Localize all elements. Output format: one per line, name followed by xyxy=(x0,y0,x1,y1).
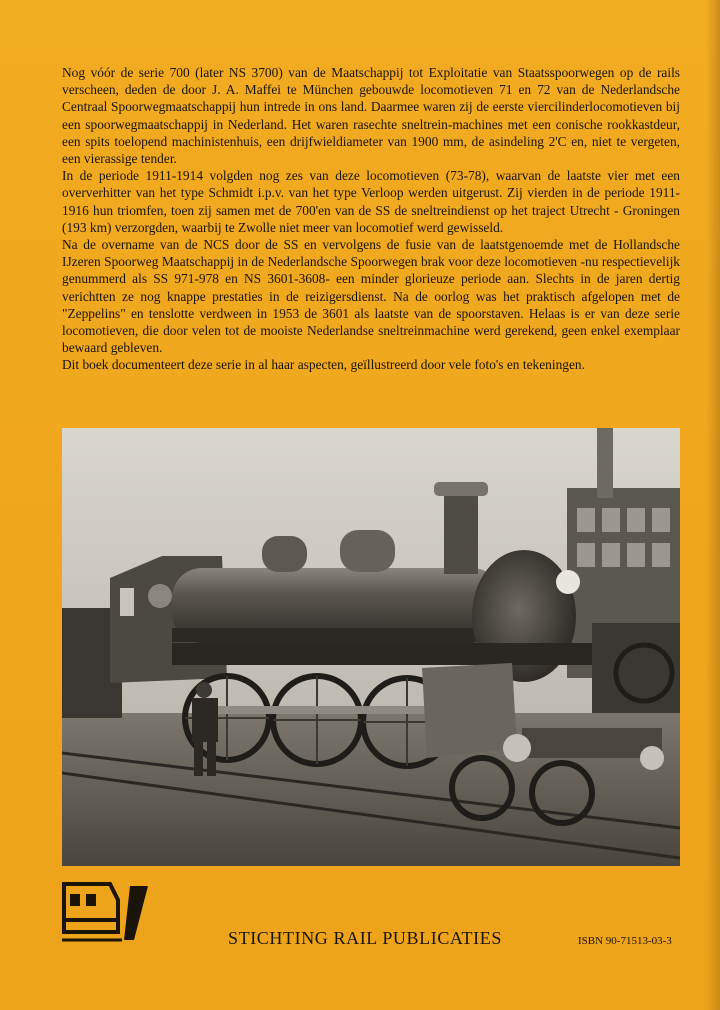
train-logo-icon xyxy=(60,880,152,946)
rail-publicaties-logo xyxy=(60,880,152,946)
blurb-text xyxy=(62,64,680,374)
blurb-paragraph-1: Nog vóór de serie 700 (later NS 3700) van de Maatschappij tot Exploitatie van Staatsspoorwegen op de rails verscheen, deden de door J. A. Maffei te München gebouwde locomotieven 71 en 72 van de Nederlandsche Centraal Spoorwegmaatschappij hun intrede in ons land. Daarmee waren zij de eerste viercilinderlocomotieven bij een spoorwegmaatschappij in Nederland. Het waren rasechte sneltrein-machines met een conische rookkastdeur, een spits toelopend machinistenhuis, een drijfwieldiameter van 1900 mm, de asindeling 2'C en, niet te vergeten, een vierassige tender. xyxy=(62,65,680,167)
blurb-paragraph-2: In de periode 1911-1914 volgden nog zes van deze locomotieven (73-78), waarvan de laatste vier met een oververhitter van het type Schmidt i.p.v. van het type Verloop werden uitgerust. Zij vierden in de periode 1911-1916 hun triomfen, toen zij samen met de 700'en van de SS de sneltreindienst op het traject Utrecht - Groningen (193 km) verzorgden, waarbij te Zwolle niet meer van locomotief werd gewisseld. xyxy=(62,168,680,235)
isbn-number: ISBN 90-71513-03-3 xyxy=(578,935,672,947)
steam-locomotive-photo xyxy=(62,428,680,866)
locomotive-illustration xyxy=(62,428,680,866)
blurb-paragraph-3: Na de overname van de NCS door de SS en vervolgens de fusie van de laatstgenoemde met de Hollandsche IJzeren Spoorweg Maatschappij in de Nederlandsche Spoorwegen brak voor deze locomotieven -nu respectievelijk genummerd als SS 971-978 en NS 3601-3608- een minder glorieuze periode aan. Slechts in de jaren dertig verichtten ze nog knappe prestaties in de reizigersdienst. Na de oorlog was het praktisch afgelopen met de "Zeppelins" en tenslotte verdween in 1953 de 3601 als laatste van de spoorstaven. Helaas is er van deze serie locomotieven, die door velen tot de mooiste Nederlandse sneltreinmachine werd gerekend, geen enkel exemplaar bewaard gebleven. xyxy=(62,237,680,356)
blurb-paragraph-4: Dit boek documenteert deze serie in al haar aspecten, geïllustreerd door vele foto's en tekeningen. xyxy=(62,357,585,373)
publisher-name: STICHTING RAIL PUBLICATIES xyxy=(228,928,502,948)
cover-edge-shadow xyxy=(706,0,720,1010)
